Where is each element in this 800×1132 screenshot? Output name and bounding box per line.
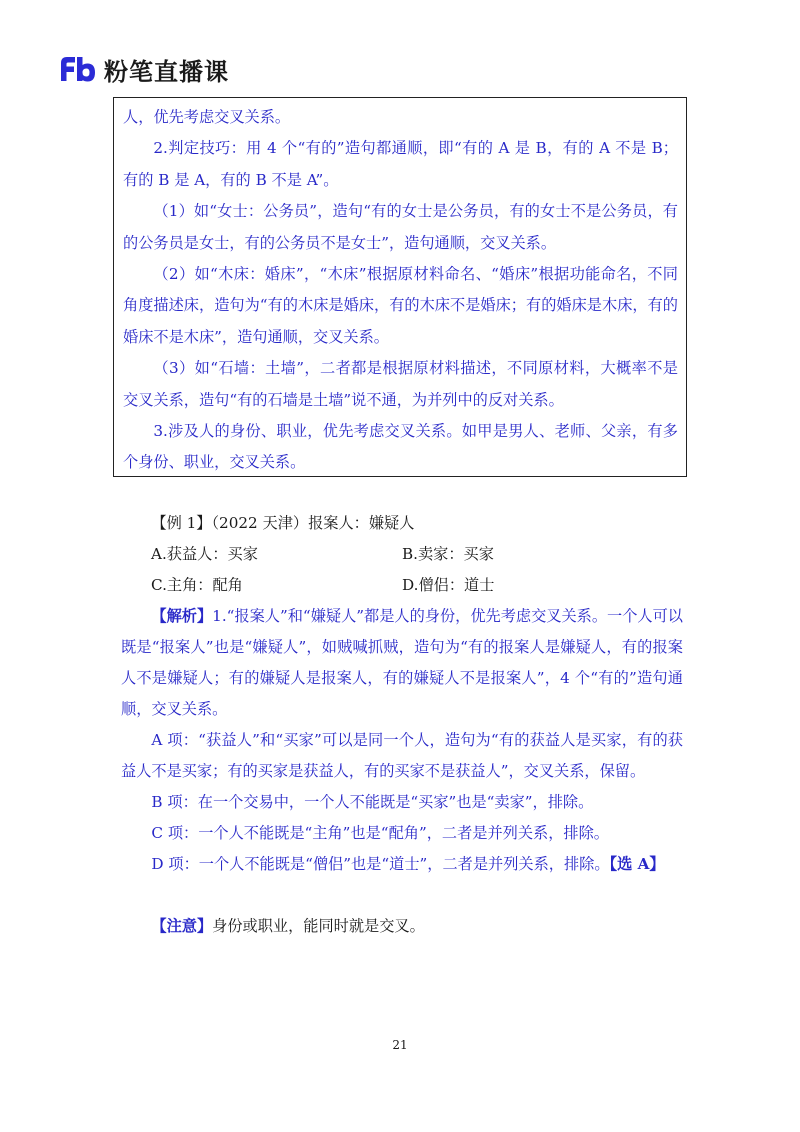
box-line: 3.涉及人的身份、职业，优先考虑交叉关系。如甲是男人、老师、父亲，有多个身份、职业，交叉关系。 [123, 422, 678, 472]
options-row [121, 539, 683, 570]
fb-logo-icon [58, 54, 98, 84]
box-line: （3）如“石墙：土墙”，二者都是根据原材料描述，不同原材料，大概率不是交叉关系，造句“有的石墙是土墙”说不通，为并列中的反对关系。 [123, 359, 678, 409]
item-c-analysis: C 项：一个人不能既是“主角”也是“配角”，二者是并列关系，排除。 [151, 824, 609, 842]
box-line: 2.判定技巧：用 4 个“有的”造句都通顺，即“有的 A 是 B，有的 A 不是 B；有的 B 是 A，有的 B 不是 A”。 [123, 139, 678, 189]
analysis-paragraph [121, 601, 683, 725]
option-b: B.卖家：买家 [402, 545, 494, 563]
note-label: 【注意】 [151, 917, 213, 935]
item-b-analysis: B 项：在一个交易中，一个人不能既是“买家”也是“卖家”，排除。 [151, 793, 594, 811]
analysis-label: 【解析】 [151, 607, 213, 625]
brand-name: 粉笔直播课 [104, 57, 229, 86]
box-line: （1）如“女士：公务员”，造句“有的女士是公务员，有的女士不是公务员，有的公务员是女士，有的公务员不是女士”，造句通顺，交叉关系。 [123, 202, 678, 252]
note-paragraph [121, 911, 683, 942]
item-d-analysis [121, 849, 683, 880]
example-section [121, 508, 683, 942]
box-line: （2）如“木床：婚床”，“木床”根据原材料命名、“婚床”根据功能命名，不同角度描述床，造句为“有的木床是婚床，有的木床不是婚床；有的婚床是木床，有的婚床不是木床”，造句通顺，交叉关系。 [123, 265, 678, 346]
option-d: D.僧侣：道士 [402, 576, 495, 594]
analysis-text: 1.“报案人”和“嫌疑人”都是人的身份，优先考虑交叉关系。一个人可以既是“报案人”也是“嫌疑人”，如贼喊抓贼，造句为“有的报案人是嫌疑人，有的报案人不是嫌疑人；有的嫌疑人是报案人，有的嫌疑人不是报案人”，4 个“有的”造句通顺，交叉关系。 [121, 607, 683, 718]
key-points-box [113, 97, 687, 477]
option-a: A.获益人：买家 [151, 545, 258, 563]
options-row [121, 570, 683, 601]
item-d-text: D 项：一个人不能既是“僧侣”也是“道士”，二者是并列关系，排除。 [151, 855, 610, 873]
note-text: 身份或职业，能同时就是交叉。 [212, 917, 425, 935]
box-line: 人，优先考虑交叉关系。 [123, 108, 291, 126]
brand-logo [58, 52, 229, 86]
example-title: 【例 1】（2022 天津）报案人：嫌疑人 [151, 514, 415, 532]
option-c: C.主角：配角 [151, 576, 243, 594]
page-number: 21 [392, 1038, 408, 1052]
answer-label: 【选 A】 [609, 855, 665, 873]
item-a-analysis: A 项：“获益人”和“买家”可以是同一个人，造句为“有的获益人是买家，有的获益人不是买家；有的买家是获益人，有的买家不是获益人”，交叉关系，保留。 [121, 731, 683, 780]
